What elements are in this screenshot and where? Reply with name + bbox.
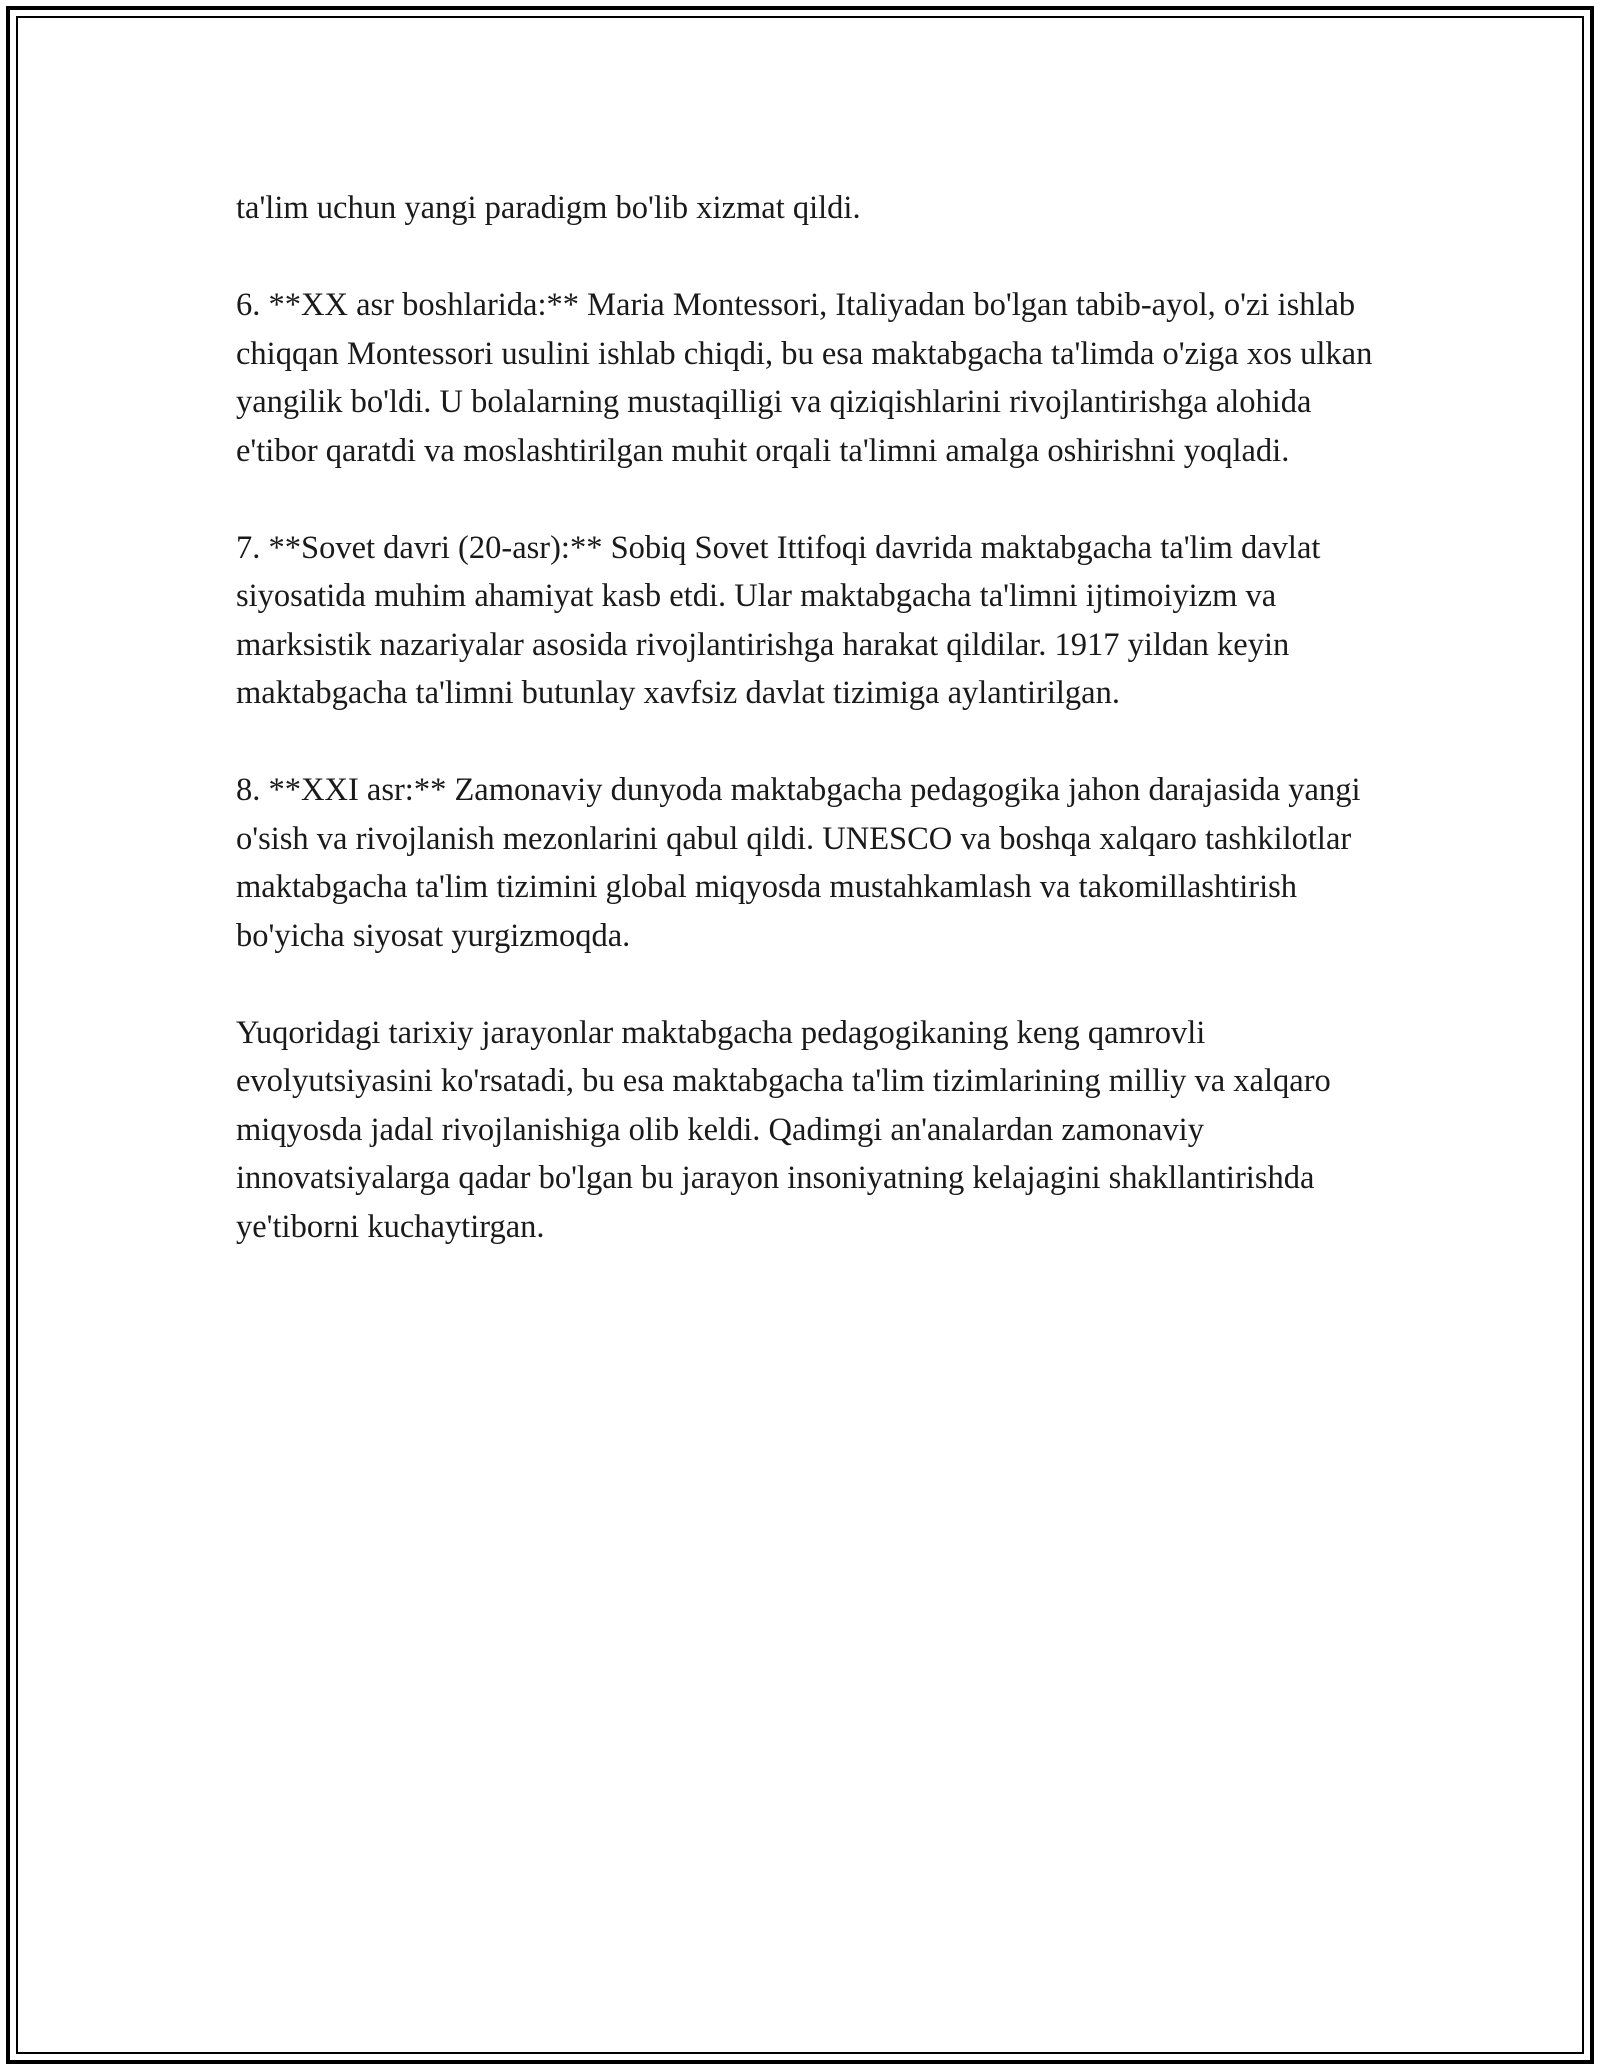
- paragraph-conclusion: Yuqoridagi tarixiy jarayonlar maktabgacha pedagogikaning keng qamrovli evolyutsiyasini ko'rsatadi, bu esa maktabgacha ta'lim tizimlarining milliy va xalqaro miqyosda jadal rivojlanishiga olib keldi. Qadimgi an'analardan zamonaviy innovatsiyalarga qadar bo'lgan bu jarayon insoniyatning kelajagini shakllantirishda ye'tiborni kuchaytirgan.: [236, 1014, 1331, 1245]
- paragraph-item-6: 6. **XX asr boshlarida:** Maria Montessori, Italiyadan bo'lgan tabib-ayol, o'zi ishlab chiqqan Montessori usulini ishlab chiqdi, bu esa maktabgacha ta'limda o'ziga xos ulkan yangilik bo'ldi. U bolalarning mustaqilligi va qiziqishlarini rivojlantirishga alohida e'tibor qaratdi va moslashtirilgan muhit orqali ta'limni amalga oshirishni yoqladi.: [236, 287, 1373, 469]
- paragraph-item-7: 7. **Sovet davri (20-asr):** Sobiq Sovet Ittifoqi davrida maktabgacha ta'lim davlat siyosatida muhim ahamiyat kasb etdi. Ular maktabgacha ta'limni ijtimoiyizm va marksistik nazariyalar asosida rivojlantirishga harakat qildilar. 1917 yildan keyin maktabgacha ta'limni butunlay xavfsiz davlat tizimiga aylantirilgan.: [236, 529, 1321, 711]
- paragraph-continuation: ta'lim uchun yangi paradigm bo'lib xizmat qildi.: [236, 190, 861, 226]
- paragraph-item-8: 8. **XXI asr:** Zamonaviy dunyoda maktabgacha pedagogika jahon darajasida yangi o'sish va rivojlanish mezonlarini qabul qildi. UNESCO va boshqa xalqaro tashkilotlar maktabgacha ta'lim tizimini global miqyosda mustahkamlash va takomillashtirish bo'yicha siyosat yurgizmoqda.: [236, 772, 1361, 954]
- document-body: [236, 184, 1396, 1251]
